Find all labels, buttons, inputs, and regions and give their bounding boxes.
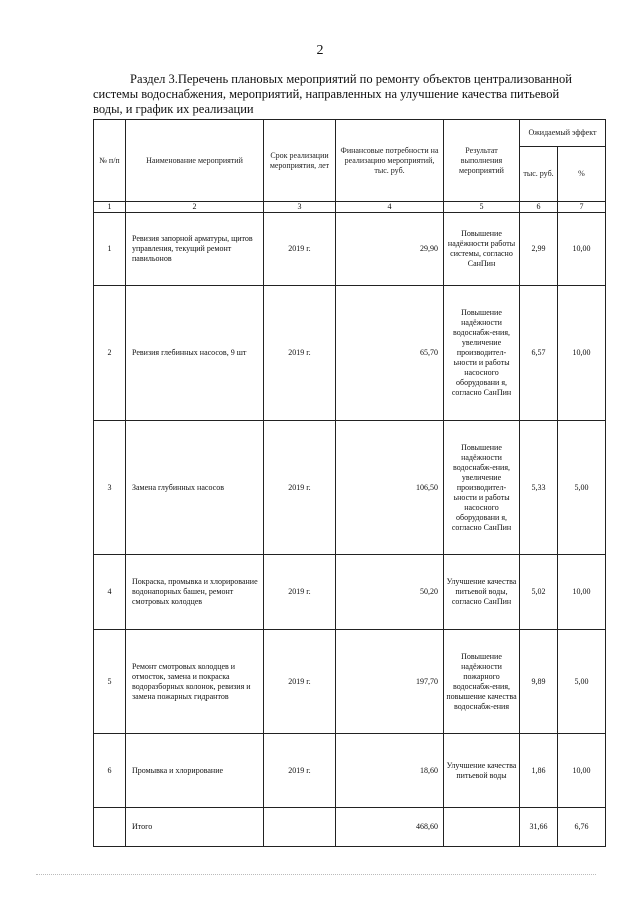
row-effect-rub: 2,99 (520, 213, 558, 286)
total-effect-pct: 6,76 (558, 808, 606, 847)
row-finance: 50,20 (336, 555, 444, 630)
row-effect-pct: 5,00 (558, 630, 606, 734)
total-result-empty (444, 808, 520, 847)
row-finance: 29,90 (336, 213, 444, 286)
row-num: 2 (94, 286, 126, 421)
index-cell: 4 (336, 202, 444, 213)
row-finance: 18,60 (336, 734, 444, 808)
section-heading (93, 72, 605, 117)
activities-table (93, 119, 606, 847)
total-row (94, 808, 606, 847)
row-finance: 106,50 (336, 421, 444, 555)
header-effect: Ожидаемый эффект (520, 120, 606, 147)
row-term: 2019 г. (264, 734, 336, 808)
row-result: Повышение надёжности работы системы, согласно СанПин (444, 213, 520, 286)
row-term: 2019 г. (264, 213, 336, 286)
row-name: Замена глубинных насосов (126, 421, 264, 555)
row-num: 3 (94, 421, 126, 555)
total-finance: 468,60 (336, 808, 444, 847)
table-row (94, 630, 606, 734)
row-num: 5 (94, 630, 126, 734)
index-cell: 7 (558, 202, 606, 213)
header-result: Результат выполнения мероприятий (444, 120, 520, 202)
table-row (94, 286, 606, 421)
row-term: 2019 г. (264, 555, 336, 630)
total-label: Итого (126, 808, 264, 847)
index-cell: 1 (94, 202, 126, 213)
row-effect-pct: 10,00 (558, 213, 606, 286)
scan-artifact-line (36, 874, 596, 875)
total-effect-rub: 31,66 (520, 808, 558, 847)
column-index-row (94, 202, 606, 213)
row-result: Улучшение качества питьевой воды, согласно СанПин (444, 555, 520, 630)
row-num: 4 (94, 555, 126, 630)
row-effect-pct: 10,00 (558, 555, 606, 630)
row-term: 2019 г. (264, 421, 336, 555)
heading-line-1: Раздел 3.Перечень плановых мероприятий по ремонту объектов централизованной (130, 72, 572, 86)
index-cell: 3 (264, 202, 336, 213)
header-effect-pct: % (558, 147, 606, 202)
heading-line-3: воды, и график их реализации (93, 102, 254, 116)
row-result: Улучшение качества питьевой воды (444, 734, 520, 808)
row-effect-rub: 5,33 (520, 421, 558, 555)
row-effect-pct: 10,00 (558, 286, 606, 421)
row-effect-pct: 10,00 (558, 734, 606, 808)
row-name: Ревизия запорной арматуры, щитов управления, текущий ремонт павильонов (126, 213, 264, 286)
row-finance: 65,70 (336, 286, 444, 421)
total-num-empty (94, 808, 126, 847)
row-finance: 197,70 (336, 630, 444, 734)
table-row (94, 555, 606, 630)
total-term-empty (264, 808, 336, 847)
row-name: Ревизия глебинных насосов, 9 шт (126, 286, 264, 421)
table-row (94, 213, 606, 286)
table-row (94, 421, 606, 555)
row-effect-pct: 5,00 (558, 421, 606, 555)
index-cell: 5 (444, 202, 520, 213)
table-row (94, 734, 606, 808)
row-result: Повышение надёжности водоснабж-ения, увеличение производител-ьности и работы насосного оборудовани я, согласно СанПин (444, 286, 520, 421)
row-name: Ремонт смотровых колодцев и отмосток, замена и покраска водоразборных колонок, ревизия и замена пожарных гидрантов (126, 630, 264, 734)
heading-line-2: системы водоснабжения, мероприятий, направленных на улучшение качества питьевой (93, 87, 560, 101)
row-effect-rub: 5,02 (520, 555, 558, 630)
row-term: 2019 г. (264, 286, 336, 421)
header-effect-rub: тыс. руб. (520, 147, 558, 202)
row-name: Промывка и хлорирование (126, 734, 264, 808)
row-num: 1 (94, 213, 126, 286)
page-number: 2 (316, 43, 324, 58)
row-effect-rub: 1,86 (520, 734, 558, 808)
row-result: Повышение надёжности водоснабж-ения, увеличение производител-ьности и работы насосного оборудовани я, согласно СанПин (444, 421, 520, 555)
header-term: Срок реализации мероприятия, лет (264, 120, 336, 202)
index-cell: 2 (126, 202, 264, 213)
row-term: 2019 г. (264, 630, 336, 734)
index-cell: 6 (520, 202, 558, 213)
row-effect-rub: 9,89 (520, 630, 558, 734)
header-finance: Финансовые потребности на реализацию мероприятий, тыс. руб. (336, 120, 444, 202)
row-result: Повышение надёжности пожарного водоснабж-ения, повышение качества водоснабж-ения (444, 630, 520, 734)
header-name: Наименование мероприятий (126, 120, 264, 202)
row-num: 6 (94, 734, 126, 808)
header-num: № п/п (94, 120, 126, 202)
row-effect-rub: 6,57 (520, 286, 558, 421)
row-name: Покраска, промывка и хлорирование водонапорных башен, ремонт смотровых колодцев (126, 555, 264, 630)
